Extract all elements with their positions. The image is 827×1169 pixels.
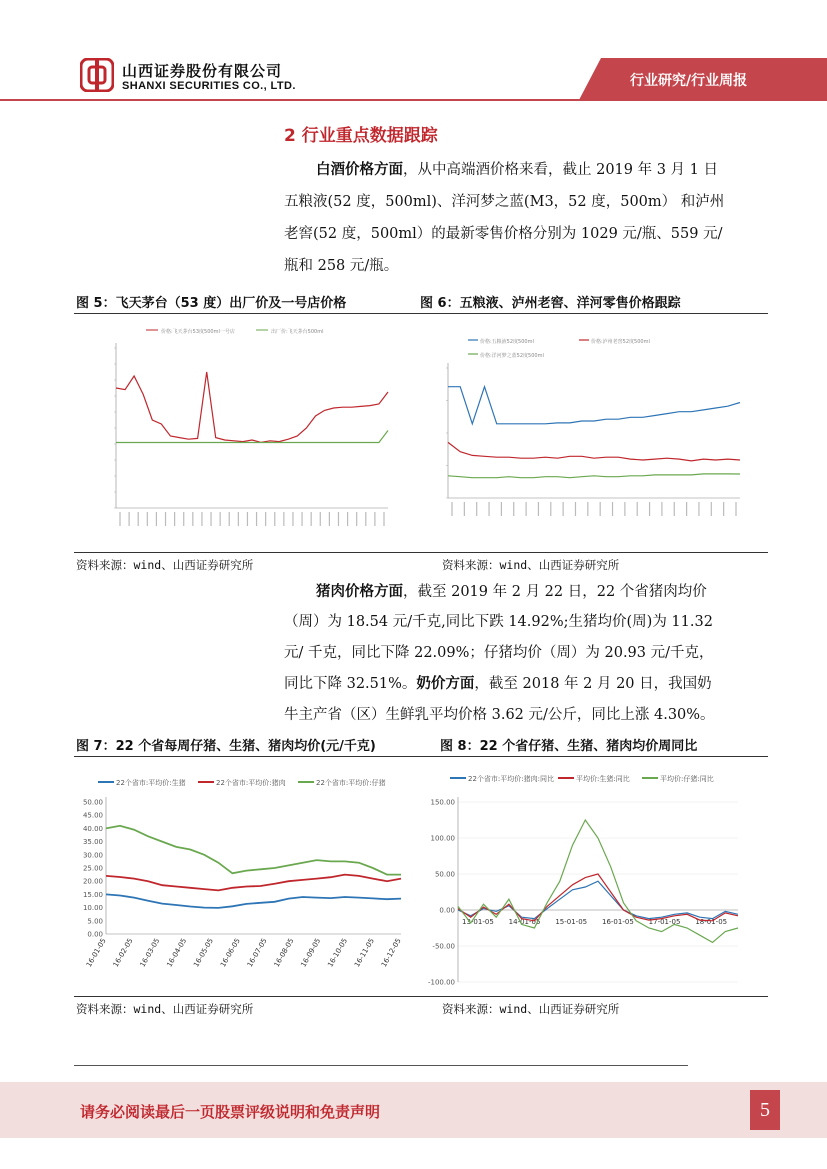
fig8-title: 图 8：22 个省仔猪、生猪、猪肉均价周同比	[440, 739, 698, 754]
fig-row1-bottom-rule	[74, 552, 768, 553]
fig5-chart	[76, 318, 406, 548]
para1-bold: 白酒价格方面	[316, 162, 403, 178]
fig7-xtick: 16-09-05	[299, 937, 323, 969]
para2-text1: ，截至 2019 年 2 月 22 日，22 个省猪肉均价	[403, 584, 707, 600]
fig5-legend-2: 出厂价:飞天茅台500ml	[271, 329, 324, 335]
para2-text4a: 同比下降 32.51%。	[284, 676, 417, 692]
fig7-xtick: 16-06-05	[219, 937, 242, 969]
fig7-ytick: 30.00	[82, 851, 103, 860]
para2-line3: 元/ 千克，同比下降 22.09%；仔猪均价（周）为 20.93 元/千克，	[284, 645, 714, 661]
fig8-xtick: 18-01-05	[695, 918, 728, 926]
fig6-source: 资料来源：wind、山西证券研究所	[442, 558, 620, 572]
fig8-ytick: 100.00	[430, 834, 455, 843]
header-band-slant	[579, 58, 601, 100]
fig7-xtick: 16-11-05	[353, 937, 376, 969]
fig6-legend	[468, 338, 650, 359]
fig8-xtick: 13-01-05	[462, 918, 494, 926]
fig7-xtick: 16-02-05	[111, 937, 135, 969]
fig8-legend	[450, 774, 714, 783]
fig7-title: 图 7：22 个省每周仔猪、生猪、猪肉均价(元/千克)	[76, 739, 376, 754]
para2-line1	[316, 579, 707, 606]
fig8-ytick: 50.00	[434, 870, 455, 879]
fig7-series-3	[106, 826, 401, 875]
fig7-xtick: 16-03-05	[138, 937, 162, 969]
fig7-xtick: 16-08-05	[272, 937, 296, 969]
fig8-legend-2: 平均价:生猪:同比	[576, 775, 630, 783]
fig7-series-2	[106, 875, 401, 891]
fig8-legend-1: 22个省市:平均价:猪肉:同比	[468, 775, 554, 783]
fig6-title: 图 6：五粮液、泸州老窖、洋河零售价格跟踪	[420, 296, 681, 311]
fig-row2-top-rule	[74, 756, 768, 757]
fig7-legend-3: 22个省市:平均价:仔猪	[316, 779, 386, 787]
fig8-xtick: 14-01-05	[508, 918, 541, 926]
fig8-ytick: 0.00	[439, 906, 455, 915]
fig7-source: 资料来源：wind、山西证券研究所	[76, 1002, 254, 1016]
para2-line5: 牛主产省（区）生鲜乳平均价格 3.62 元/公斤，同比上涨 4.30%。	[284, 707, 715, 723]
fig8-legend-3: 平均价:仔猪:同比	[660, 775, 714, 783]
para2-text4b: ，截至 2018 年 2 月 20 日，我国奶	[474, 676, 712, 692]
fig7-ytick: 25.00	[82, 864, 103, 873]
fig8-ytick: -100.00	[427, 978, 455, 987]
fig8-source: 资料来源：wind、山西证券研究所	[442, 1002, 620, 1016]
fig6-series-2	[448, 442, 740, 461]
fig7-legend	[98, 778, 386, 787]
para2-bold2: 奶价方面	[416, 676, 475, 692]
fig7-ytick: 50.00	[82, 798, 103, 807]
fig7-ytick: 0.00	[87, 930, 103, 939]
fig6-chart	[416, 318, 756, 548]
fig6-series-1	[448, 387, 740, 424]
footer-disclaimer: 请务必阅读最后一页股票评级说明和免责声明	[80, 1103, 381, 1121]
fig7-ytick: 40.00	[82, 824, 103, 833]
section-title: 2 行业重点数据跟踪	[284, 126, 438, 146]
para1-line2: 五粮液(52 度，500ml)、洋河梦之蓝(M3，52 度，500m） 和泸州	[284, 194, 725, 210]
fig8-xtick: 17-01-05	[648, 918, 681, 926]
para1-line3: 老窖(52 度，500ml）的最新零售价格分别为 1029 元/瓶、559 元/	[284, 226, 723, 242]
fig7-chart	[76, 762, 416, 994]
fig8-xtick: 15-01-05	[555, 918, 588, 926]
fig6-legend-3: 价格:洋河梦之蓝52度500ml	[480, 353, 544, 359]
fig8-ytick: 150.00	[430, 798, 455, 807]
fig6-legend-1: 价格:五粮液52度500ml	[480, 339, 534, 345]
para1-line4: 瓶和 258 元/瓶。	[284, 258, 399, 274]
header-divider	[0, 99, 827, 101]
fig7-legend-2: 22个省市:平均价:猪肉	[216, 779, 286, 787]
fig-row2-bottom-rule	[74, 996, 768, 997]
fig7-ytick: 15.00	[82, 890, 103, 899]
fig7-xtick: 16-04-05	[165, 937, 189, 969]
para1-line1	[316, 157, 718, 184]
fig7-ytick: 10.00	[82, 904, 103, 913]
fig5-legend	[146, 328, 324, 335]
fig7-xtick: 16-05-05	[192, 937, 216, 969]
company-name-cn: 山西证券股份有限公司	[122, 62, 283, 80]
fig7-ytick: 20.00	[82, 877, 103, 886]
para1-text1: ，从中高端酒价格来看，截止 2019 年 3 月 1 日	[403, 162, 719, 178]
company-logo-icon	[80, 58, 114, 92]
page-number: 5	[750, 1090, 780, 1130]
report-type: 行业研究/行业周报	[630, 73, 748, 89]
fig6-legend-2: 价格:泸州老窖52度500ml	[591, 339, 650, 345]
fig7-legend-1: 22个省市:平均价:生猪	[116, 779, 186, 787]
fig5-series-2	[116, 431, 388, 443]
fig5-series-1	[116, 372, 388, 442]
para2-line4	[284, 671, 712, 698]
fig7-xtick: 16-12-05	[379, 937, 403, 969]
footer-rule	[74, 1065, 688, 1066]
fig8-series-1	[458, 881, 738, 918]
para2-line2: （周）为 18.54 元/千克,同比下跌 14.92%;生猪均价(周)为 11.32	[284, 614, 713, 630]
company-name-en: SHANXI SECURITIES CO., LTD.	[122, 80, 296, 92]
para2-bold1: 猪肉价格方面	[316, 584, 403, 600]
fig7-series-1	[106, 894, 401, 908]
fig7-ytick: 5.00	[87, 917, 103, 926]
fig6-series-3	[448, 474, 740, 478]
fig8-ytick: -50.00	[432, 942, 455, 951]
fig7-xtick: 16-07-05	[245, 937, 269, 969]
fig7-xtick: 16-01-05	[84, 937, 108, 969]
fig8-chart	[420, 762, 765, 994]
fig5-title: 图 5：飞天茅台（53 度）出厂价及一号店价格	[76, 296, 347, 311]
fig7-xtick: 16-10-05	[326, 937, 350, 969]
fig5-legend-1: 价格:飞天茅台53度500ml一号店	[161, 329, 235, 335]
fig-row1-top-rule	[74, 313, 768, 314]
fig7-ytick: 45.00	[82, 811, 103, 820]
fig8-xtick: 16-01-05	[602, 918, 634, 926]
fig7-ytick: 35.00	[82, 838, 103, 847]
fig5-source: 资料来源：wind、山西证券研究所	[76, 558, 254, 572]
